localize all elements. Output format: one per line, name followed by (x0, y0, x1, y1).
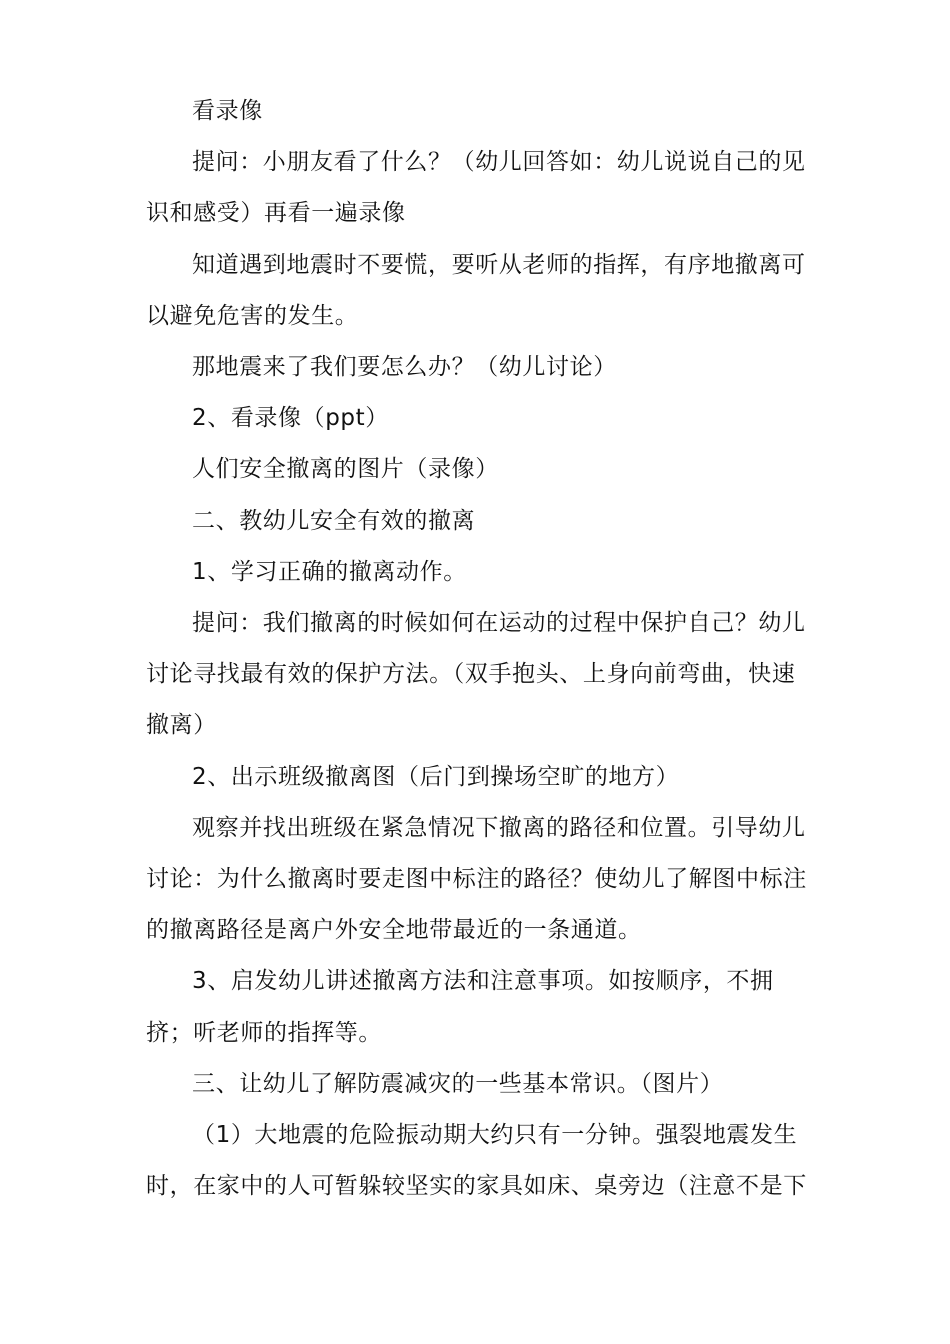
paragraph-step-1-actions: 1、学习正确的撤离动作。 (192, 558, 467, 585)
paragraph-dont-panic: 知道遇到地震时不要慌，要听从老师的指挥，有序地撤离可以避免危害的发生。 (146, 251, 806, 329)
document-body (146, 86, 812, 1212)
paragraph-step-2-video: 2、看录像（ppt） (192, 405, 389, 432)
paragraph-step-2-map: 2、出示班级撤离图（后门到操场空旷的地方） (192, 763, 680, 790)
section-heading-3: 三、让幼儿了解防震减灾的一些基本常识。（图片） (192, 1070, 724, 1097)
paragraph-question-what-seen: 提问：小朋友看了什么？（幼儿回答如：幼儿说说自己的见识和感受）再看一遍录像 (146, 149, 806, 227)
paragraph-observe-route: 观察并找出班级在紧急情况下撤离的路径和位置。引导幼儿讨论：为什么撤离时要走图中标注的路径？使幼儿了解图中标注的撤离路径是离户外安全地带最近的一条通道。 (146, 814, 807, 944)
paragraph-watch-video: 看录像 (192, 98, 263, 124)
paragraph-step-3-methods: 3、启发幼儿讲述撤离方法和注意事项。如按顺序，不拥挤；听老师的指挥等。 (146, 968, 774, 1046)
paragraph-protect-self: 提问：我们撤离的时候如何在运动的过程中保护自己？幼儿讨论寻找最有效的保护方法。（双手抱头、上身向前弯曲，快速撤离） (146, 610, 806, 739)
paragraph-what-to-do: 那地震来了我们要怎么办？（幼儿讨论） (192, 354, 617, 381)
section-heading-2: 二、教幼儿安全有效的撤离 (192, 507, 476, 534)
paragraph-earthquake-knowledge-1: （1）大地震的危险振动期大约只有一分钟。强裂地震发生时，在家中的人可暂躲较坚实的家具如床、桌旁边（注意不是下 (146, 1122, 807, 1200)
paragraph-evacuation-pictures: 人们安全撤离的图片（录像） (192, 456, 499, 483)
